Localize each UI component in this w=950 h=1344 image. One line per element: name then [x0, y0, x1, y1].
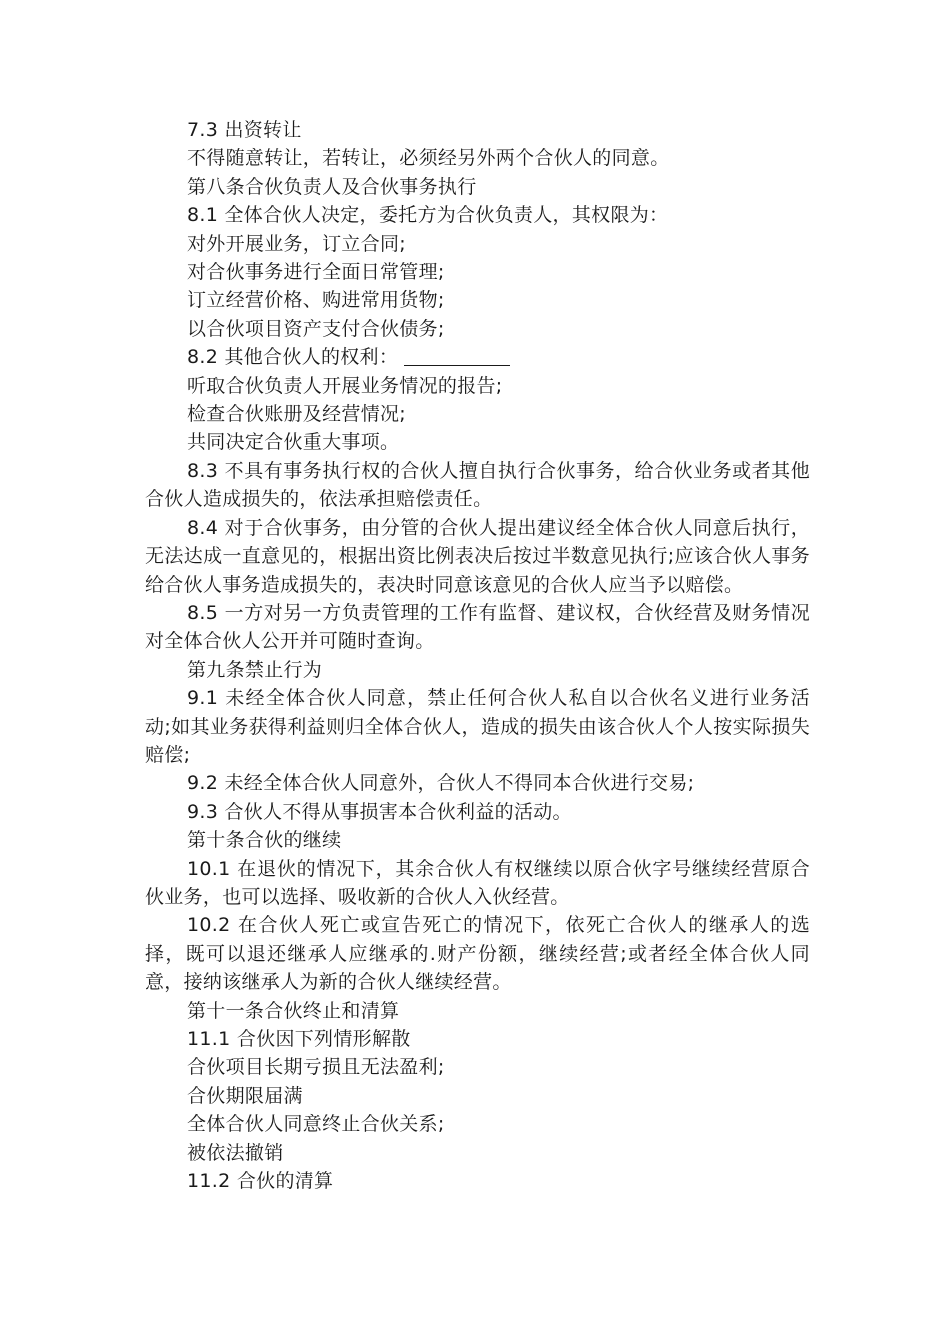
- section-8-1-item-c: 订立经营价格、购进常用货物;: [187, 289, 445, 312]
- section-10-2: 10.2 在合伙人死亡或宣告死亡的情况下，依死亡合伙人的继承人的选择，既可以退还继承人应继承的.财产份额，继续经营;或者经全体合伙人同意，接纳该继承人为新的合伙人继续经营。: [145, 914, 810, 994]
- section-11-1-item-d: 被依法撤销: [187, 1141, 284, 1164]
- section-8-3: 8.3 不具有事务执行权的合伙人擅自执行合伙事务，给合伙业务或者其他合伙人造成损失的，依法承担赔偿责任。: [145, 459, 810, 511]
- article-11-title: 第十一条合伙终止和清算: [187, 999, 400, 1022]
- document-body: [145, 116, 810, 1195]
- section-11-1-item-b: 合伙期限届满: [187, 1084, 303, 1107]
- section-10-1: 10.1 在退伙的情况下，其余合伙人有权继续以原合伙字号继续经营原合伙业务，也可以选择、吸收新的合伙人入伙经营。: [145, 857, 810, 908]
- section-8-1-item-d: 以合伙项目资产支付合伙债务;: [187, 317, 445, 340]
- section-8-2-item-a: 听取合伙负责人开展业务情况的报告;: [187, 374, 503, 397]
- section-11-1: 11.1 合伙因下列情形解散: [187, 1028, 411, 1050]
- section-8-1: 8.1 全体合伙人决定，委托方为合伙负责人，其权限为：: [187, 204, 669, 227]
- article-10-title: 第十条合伙的继续: [187, 829, 342, 852]
- section-8-1-item-b: 对合伙事务进行全面日常管理;: [187, 261, 445, 284]
- section-9-2: 9.2 未经全体合伙人同意外，合伙人不得同本合伙进行交易;: [187, 772, 695, 795]
- fill-in-blank-line: [404, 345, 510, 366]
- section-8-2-item-b: 检查合伙账册及经营情况;: [187, 403, 407, 426]
- section-8-2-text: 8.2 其他合伙人的权利：: [187, 346, 399, 369]
- article-8-title: 第八条合伙负责人及合伙事务执行: [187, 175, 477, 198]
- article-9-title: 第九条禁止行为: [187, 658, 323, 681]
- section-8-4: 8.4 对于合伙事务，由分管的合伙人提出建议经全体合伙人同意后执行，无法达成一直意见的，根据出资比例表决后按过半数意见执行;应该合伙人事务给合伙人事务造成损失的，表决时同意该意见的合伙人应当予以赔偿。: [145, 516, 810, 596]
- section-9-1: 9.1 未经全体合伙人同意，禁止任何合伙人私自以合伙名义进行业务活动;如其业务获得利益则归全体合伙人，造成的损失由该合伙人个人按实际损失赔偿;: [145, 687, 810, 766]
- section-8-1-item-a: 对外开展业务，订立合同;: [187, 232, 407, 255]
- section-7-3-body: 不得随意转让，若转让，必须经另外两个合伙人的同意。: [187, 147, 670, 170]
- section-11-1-item-a: 合伙项目长期亏损且无法盈利;: [187, 1056, 445, 1079]
- section-11-2: 11.2 合伙的清算: [187, 1170, 334, 1193]
- section-8-2-item-c: 共同决定合伙重大事项。: [187, 431, 400, 454]
- section-8-2: [145, 343, 810, 371]
- section-9-3: 9.3 合伙人不得从事损害本合伙利益的活动。: [187, 800, 572, 823]
- section-11-1-item-c: 全体合伙人同意终止合伙关系;: [187, 1113, 445, 1136]
- section-8-5: 8.5 一方对另一方负责管理的工作有监督、建议权，合伙经营及财务情况对全体合伙人公开并可随时查询。: [145, 601, 810, 653]
- section-7-3-heading: 7.3 出资转让: [187, 119, 302, 141]
